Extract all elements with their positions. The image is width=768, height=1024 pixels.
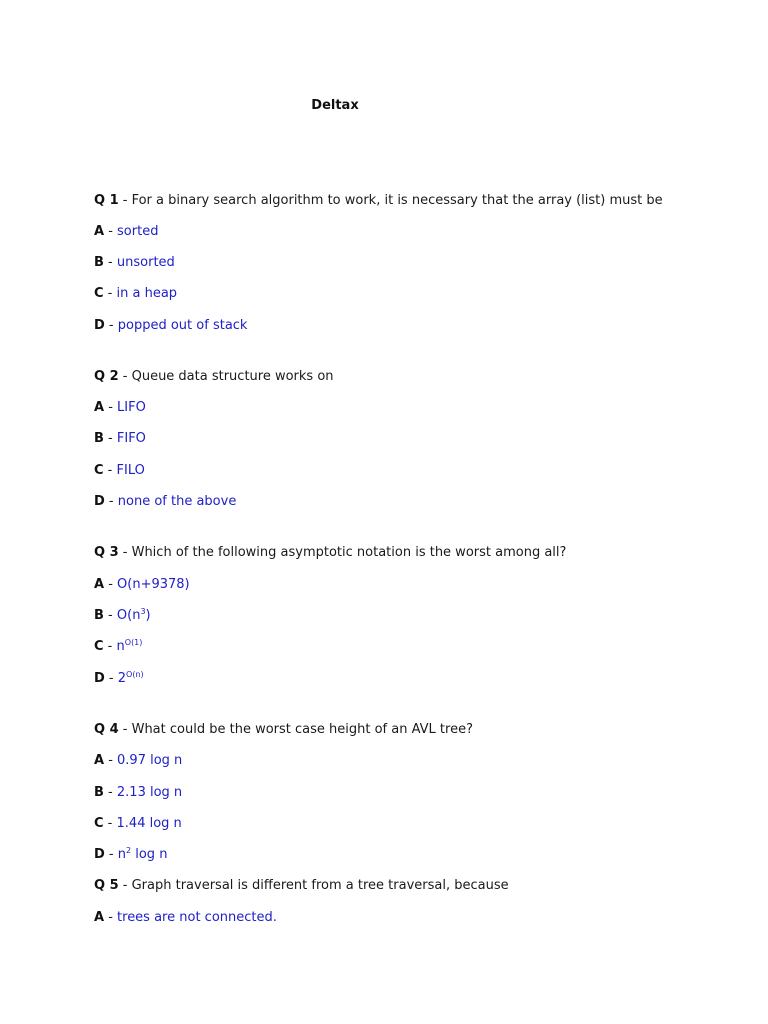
question-number: Q 4 [94, 722, 119, 737]
option-letter: B [94, 785, 104, 800]
option-q4-a: A - 0.97 log n [94, 753, 183, 768]
option-letter: D [94, 847, 105, 862]
option-q3-a: A - O(n+9378) [94, 577, 190, 592]
option-q3-b: B - $O(n^3)$ [94, 607, 151, 623]
question-text: Which of the following asymptotic notation is the worst among all? [131, 545, 567, 560]
question-2: Q 2 - Queue data structure works on [94, 369, 334, 384]
option-q2-a: A - LIFO [94, 400, 146, 415]
option-text: $2^{O(n)}$ [117, 670, 144, 686]
option-text: unsorted [116, 255, 175, 270]
option-q1-b: B - unsorted [94, 255, 175, 270]
option-text: FIFO [116, 431, 146, 446]
option-q2-b: B - FIFO [94, 431, 146, 446]
question-number: Q 1 [94, 193, 119, 208]
question-1: Q 1 - For a binary search algorithm to work, it is necessary that the array (list) must be [94, 193, 663, 208]
option-text: O(n+9378) [117, 577, 190, 592]
option-letter: C [94, 286, 104, 301]
option-text: 0.97 log n [117, 753, 183, 768]
question-text: For a binary search algorithm to work, it is necessary that the array (list) must be [131, 193, 663, 208]
option-text: popped out of stack [117, 318, 248, 333]
question-number: Q 3 [94, 545, 119, 560]
option-q5-a: A - trees are not connected. [94, 910, 277, 925]
question-4: Q 4 - What could be the worst case height of an AVL tree? [94, 722, 473, 737]
option-text: LIFO [117, 400, 146, 415]
question-number: Q 2 [94, 369, 119, 384]
option-letter: C [94, 463, 104, 478]
option-letter: D [94, 318, 105, 333]
option-text: 1.44 log n [116, 816, 182, 831]
question-text: What could be the worst case height of an AVL tree? [131, 722, 473, 737]
question-number: Q 5 [94, 878, 119, 893]
option-letter: A [94, 224, 105, 239]
option-q1-c: C - in a heap [94, 286, 178, 301]
option-text: 2.13 log n [116, 785, 183, 800]
option-letter: A [94, 577, 105, 592]
option-q4-d: D - $n^2$ log n [94, 846, 168, 862]
question-5: Q 5 - Graph traversal is different from a tree traversal, because [94, 878, 509, 893]
document-title: Deltax [311, 98, 359, 113]
option-q3-c: C - $n^{O(1)}$ [94, 638, 143, 654]
option-letter: B [94, 608, 104, 623]
option-text: in a heap [116, 286, 178, 301]
option-text: none of the above [117, 494, 237, 509]
question-text: Graph traversal is different from a tree traversal, because [131, 878, 509, 893]
question-3: Q 3 - Which of the following asymptotic notation is the worst among all? [94, 545, 567, 560]
option-text: $n^2$ log n [117, 846, 168, 862]
option-q1-a: A - sorted [94, 224, 159, 239]
option-letter: D [94, 494, 105, 509]
option-q4-b: B - 2.13 log n [94, 785, 183, 800]
option-q2-d: D - none of the above [94, 494, 237, 509]
option-letter: B [94, 431, 104, 446]
option-q4-c: C - 1.44 log n [94, 816, 182, 831]
option-text: trees are not connected. [117, 910, 277, 925]
option-q3-d: D - $2^{O(n)}$ [94, 670, 144, 686]
option-letter: A [94, 753, 105, 768]
option-letter: B [94, 255, 104, 270]
option-text: sorted [117, 224, 159, 239]
option-letter: C [94, 816, 104, 831]
option-text: $O(n^3)$ [116, 607, 151, 623]
option-letter: A [94, 910, 105, 925]
option-text: $n^{O(1)}$ [116, 638, 143, 654]
option-q1-d: D - popped out of stack [94, 318, 248, 333]
option-letter: A [94, 400, 105, 415]
option-text: FILO [116, 463, 145, 478]
option-letter: C [94, 639, 104, 654]
question-text: Queue data structure works on [131, 369, 334, 384]
option-q2-c: C - FILO [94, 463, 145, 478]
option-letter: D [94, 671, 105, 686]
